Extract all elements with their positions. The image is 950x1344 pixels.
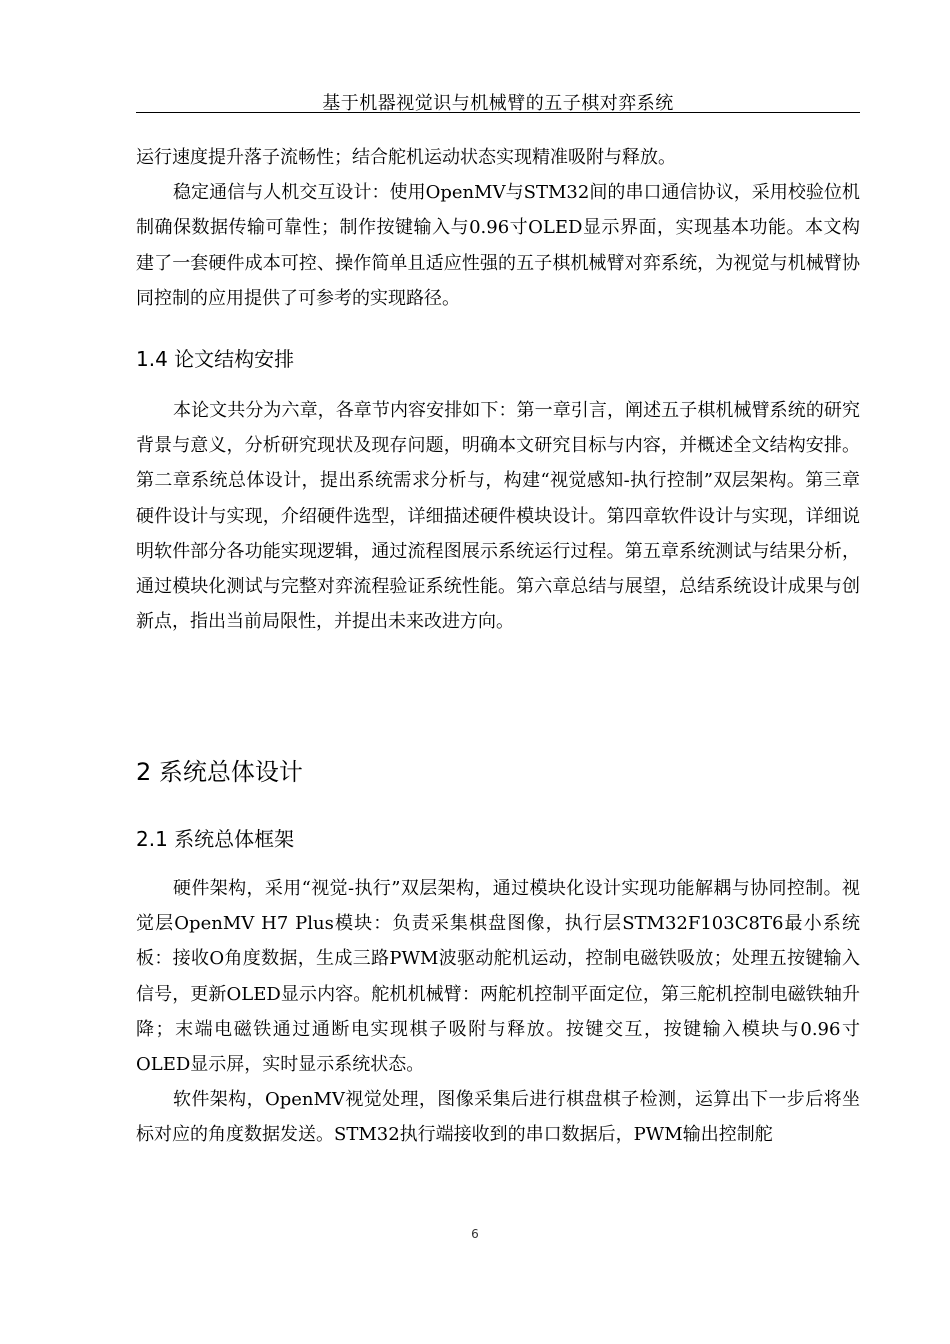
top-paragraphs: [136, 140, 860, 316]
header-divider: [136, 112, 860, 113]
paragraph-communication: 稳定通信与人机交互设计：使用OpenMV与STM32间的串口通信协议，采用校验位机制确保数据传输可靠性；制作按键输入与0.96寸OLED显示界面，实现基本功能。本文构建了一套硬件成本可控、操作简单且适应性强的五子棋机械臂对弈系统，为视觉与机械臂协同控制的应用提供了可参考的实现路径。: [136, 182, 860, 309]
chapter-heading-2: 2 系统总体设计: [136, 758, 303, 786]
section-heading-2-1: 2.1 系统总体框架: [136, 827, 295, 851]
paragraph-hardware-architecture: 硬件架构，采用“视觉-执行”双层架构，通过模块化设计实现功能解耦与协同控制。视觉层OpenMV H7 Plus模块：负责采集棋盘图像，执行层STM32F103C8T6最小系统板：接收O角度数据，生成三路PWM波驱动舵机运动，控制电磁铁吸放；处理五按键输入信号，更新OLED显示内容。舵机机械臂：两舵机控制平面定位，第三舵机控制电磁铁轴升降；末端电磁铁通过通断电实现棋子吸附与释放。按键交互，按键输入模块与0.96寸OLED显示屏，实时显示系统状态。: [136, 878, 860, 1076]
section-2-1-body: [136, 871, 860, 1153]
paragraph-structure: 本论文共分为六章，各章节内容安排如下：第一章引言，阐述五子棋机械臂系统的研究背景与意义，分析研究现状及现存问题，明确本文研究目标与内容，并概述全文结构安排。第二章系统总体设计，提出系统需求分析与，构建“视觉感知-执行控制”双层架构。第三章硬件设计与实现，介绍硬件选型，详细描述硬件模块设计。第四章软件设计与实现，详细说明软件部分各功能实现逻辑，通过流程图展示系统运行过程。第五章系统测试与结果分析，通过模块化测试与完整对弈流程验证系统性能。第六章总结与展望，总结系统设计成果与创新点，指出当前局限性，并提出未来改进方向。: [136, 400, 860, 633]
section-heading-1-4: 1.4 论文结构安排: [136, 347, 295, 371]
page-number: 6: [471, 1227, 479, 1241]
running-header: 基于机器视觉识与机械臂的五子棋对弈系统: [322, 93, 674, 114]
section-1-4-body: [136, 393, 860, 639]
paragraph-software-architecture: 软件架构，OpenMV视觉处理，图像采集后进行棋盘棋子检测，运算出下一步后将坐标对应的角度数据发送。STM32执行端接收到的串口数据后，PWM输出控制舵: [136, 1089, 860, 1146]
paragraph-continuation: 运行速度提升落子流畅性；结合舵机运动状态实现精准吸附与释放。: [136, 147, 676, 168]
